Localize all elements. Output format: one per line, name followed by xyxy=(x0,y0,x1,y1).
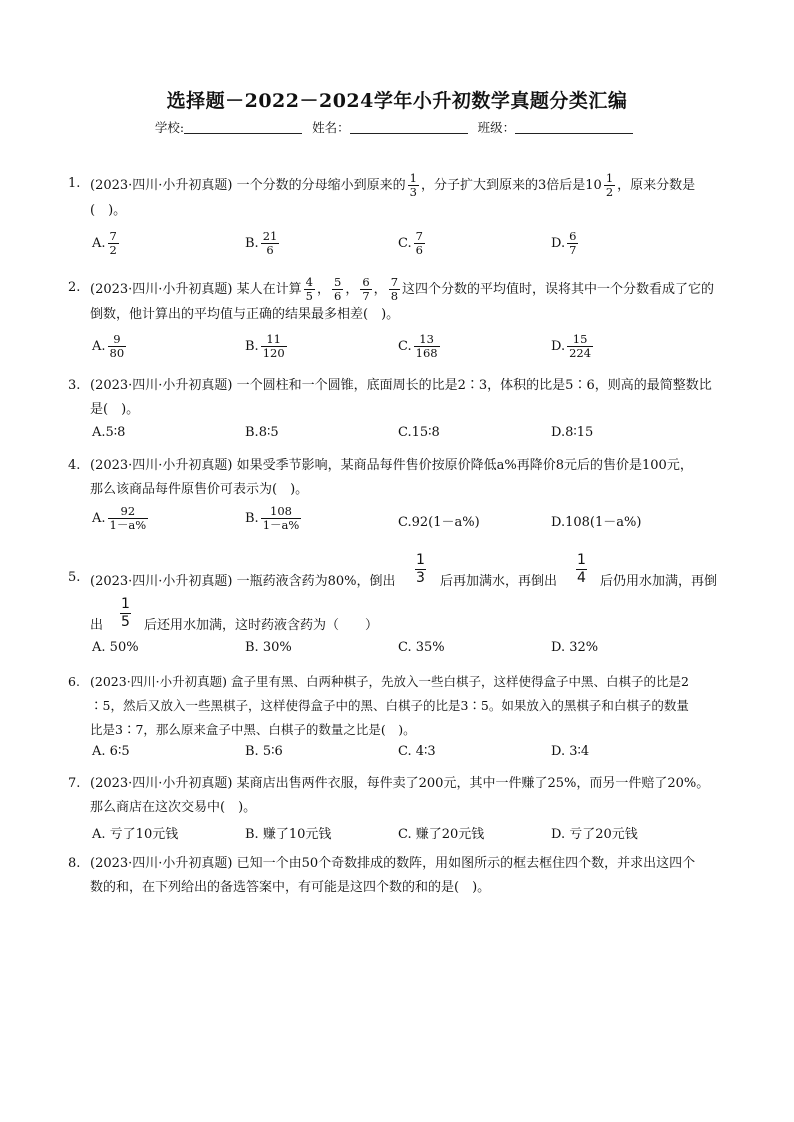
text-segment: 倒数，他计算出的平均值与正确的结果最多相差( )。 xyxy=(90,307,400,322)
fraction xyxy=(360,276,371,303)
text-segment: ，分子扩大到原来的3倍后是10 xyxy=(420,178,602,193)
options-row xyxy=(92,640,732,670)
denominator: 5 xyxy=(305,289,313,303)
numerator: 6 xyxy=(362,275,370,289)
question-text xyxy=(90,276,734,327)
option-text: 3∶4 xyxy=(569,744,590,759)
question-8 xyxy=(68,852,734,900)
separator: ， xyxy=(373,282,387,297)
question-text xyxy=(90,172,734,223)
option-d[interactable] xyxy=(551,640,598,655)
option-text: 35% xyxy=(415,640,445,655)
fraction xyxy=(415,552,426,587)
text-segment: ∶5，然后又放入一些黑棋子，这样使得盒子中的黑、白棋子的比是3∶5。如果放入的黑棋子和白棋子的数量 xyxy=(90,698,689,713)
numerator: 9 xyxy=(108,333,127,347)
denominator: 1－a% xyxy=(109,518,147,532)
text-segment: 已知一个由50个奇数排成的数阵，用如图所示的框去框住四个数，并求出这四个 xyxy=(236,856,696,871)
option-label: C. xyxy=(398,640,412,655)
numerator: 1 xyxy=(121,596,130,612)
option-d[interactable] xyxy=(551,333,595,360)
option-a[interactable] xyxy=(92,505,150,532)
option-label: C. xyxy=(398,827,412,842)
denominator: 224 xyxy=(569,346,592,360)
question-source: (2023·四川·小升初真题) xyxy=(90,282,233,297)
question-7 xyxy=(68,772,734,820)
fraction xyxy=(567,333,593,360)
option-label: D. xyxy=(551,640,566,655)
fraction xyxy=(108,230,119,257)
numerator: 7 xyxy=(415,229,423,243)
numerator: 92 xyxy=(108,505,149,519)
option-label: B. xyxy=(245,827,259,842)
question-number: 1. xyxy=(68,176,81,191)
denominator: 6 xyxy=(334,289,342,303)
question-2 xyxy=(68,276,734,327)
option-c[interactable] xyxy=(398,640,445,655)
denominator: 3 xyxy=(409,185,417,199)
fraction xyxy=(261,333,287,360)
text-segment: 这四个分数的平均值时，误将其中一个分数看成了它的 xyxy=(402,282,715,297)
option-c[interactable] xyxy=(398,744,436,759)
text-segment: 盒子里有黑、白两种棋子，先放入一些白棋子，这样使得盒子中黑、白棋子的比是2 xyxy=(231,674,689,689)
option-c[interactable] xyxy=(398,823,484,842)
fraction xyxy=(108,505,149,532)
option-b[interactable] xyxy=(245,640,292,655)
option-b[interactable] xyxy=(245,230,281,257)
option-label: D. xyxy=(551,425,566,440)
fraction xyxy=(408,172,419,199)
option-c[interactable] xyxy=(398,425,440,440)
option-b[interactable] xyxy=(245,333,289,360)
fraction xyxy=(389,276,400,303)
question-number: 7. xyxy=(68,776,81,791)
fraction xyxy=(261,230,280,257)
separator: ， xyxy=(345,282,359,297)
option-text: 50% xyxy=(109,640,139,655)
option-label: C. xyxy=(398,425,412,440)
page-title: 选择题－2022－2024学年小升初数学真题分类汇编 xyxy=(166,90,628,112)
fraction xyxy=(576,552,587,587)
option-a[interactable] xyxy=(92,823,178,842)
denominator: 7 xyxy=(362,289,370,303)
question-4 xyxy=(68,454,734,502)
text-segment: 后仍用水加满，再倒 xyxy=(600,574,718,589)
option-label: C. xyxy=(398,339,412,354)
text-segment: 出 xyxy=(90,618,104,633)
school-blank[interactable] xyxy=(184,121,302,134)
student-info-line xyxy=(0,118,794,136)
numerator: 1 xyxy=(409,171,417,185)
numerator: 4 xyxy=(305,275,313,289)
school-label: 学校: xyxy=(154,120,185,135)
option-label: C. xyxy=(398,515,412,530)
option-text: 赚了20元钱 xyxy=(415,827,485,842)
denominator: 4 xyxy=(577,570,586,586)
denominator: 2 xyxy=(109,243,117,257)
text-segment: ，原来分数是 xyxy=(617,178,696,193)
option-a[interactable] xyxy=(92,640,139,655)
text-segment: ( )。 xyxy=(90,203,127,218)
question-text xyxy=(90,374,734,422)
option-text: 4∶3 xyxy=(415,744,436,759)
text-segment: 数的和，在下列给出的备选答案中，有可能是这四个数的和的是( )。 xyxy=(90,880,491,895)
option-text: 8∶5 xyxy=(258,425,279,440)
options-row xyxy=(92,823,732,853)
option-b[interactable] xyxy=(245,505,303,532)
fraction xyxy=(261,505,302,532)
question-source: (2023·四川·小升初真题) xyxy=(90,178,233,193)
text-segment: 比是3∶7，那么原来盒子中黑、白棋子的数量之比是( )。 xyxy=(90,722,416,737)
option-label: B. xyxy=(245,236,259,251)
text-segment: 某人在计算 xyxy=(236,282,302,297)
option-label: D. xyxy=(551,236,566,251)
option-label: D. xyxy=(551,744,566,759)
option-label: B. xyxy=(245,339,259,354)
option-label: A. xyxy=(92,744,106,759)
options-row xyxy=(92,333,732,363)
question-source: (2023·四川·小升初真题) xyxy=(90,574,233,589)
options-row xyxy=(92,505,732,535)
denominator: 7 xyxy=(569,243,577,257)
option-label: D. xyxy=(551,515,566,530)
name-label: 姓名： xyxy=(312,120,350,135)
fraction xyxy=(304,276,315,303)
fraction xyxy=(414,230,425,257)
option-label: C. xyxy=(398,236,412,251)
class-blank[interactable] xyxy=(515,121,633,134)
option-c[interactable] xyxy=(398,230,427,257)
options-row xyxy=(92,230,732,260)
option-text: 亏了20元钱 xyxy=(569,827,638,842)
question-source: (2023·四川·小升初真题) xyxy=(90,674,228,689)
option-label: D. xyxy=(551,339,566,354)
numerator: 7 xyxy=(390,275,399,289)
numerator: 11 xyxy=(261,333,287,347)
option-label: B. xyxy=(245,425,259,440)
fraction xyxy=(332,276,343,303)
option-text: 8∶15 xyxy=(565,425,594,440)
option-text: 30% xyxy=(262,640,292,655)
option-label: A. xyxy=(92,827,106,842)
numerator: 21 xyxy=(262,229,278,243)
option-text: 赚了10元钱 xyxy=(262,827,332,842)
question-text xyxy=(90,454,734,502)
text-segment: 后还用水加满，这时药液含药为（ ） xyxy=(144,618,379,633)
option-a[interactable] xyxy=(92,230,121,257)
class-label: 班级： xyxy=(477,120,516,135)
denominator: 3 xyxy=(416,570,425,586)
option-text: 6∶5 xyxy=(109,744,130,759)
denominator: 2 xyxy=(605,185,614,199)
text-segment: 后再加满水，再倒出 xyxy=(440,574,558,589)
option-a[interactable] xyxy=(92,333,128,360)
option-label: B. xyxy=(245,511,259,526)
question-source: (2023·四川·小升初真题) xyxy=(90,458,233,473)
question-number: 2. xyxy=(68,280,81,295)
question-source: (2023·四川·小升初真题) xyxy=(90,378,233,393)
numerator: 108 xyxy=(261,505,302,519)
text-segment: 一瓶药液含药为80%，倒出 xyxy=(236,574,396,589)
numerator: 5 xyxy=(334,275,342,289)
denominator: 80 xyxy=(109,346,125,360)
option-label: B. xyxy=(245,744,259,759)
option-d[interactable] xyxy=(551,823,638,842)
question-number: 3. xyxy=(68,378,81,393)
option-c[interactable] xyxy=(398,511,480,530)
question-number: 4. xyxy=(68,458,81,473)
option-label: C. xyxy=(398,744,412,759)
option-text: 92(1－a%) xyxy=(411,515,480,530)
denominator: 6 xyxy=(415,243,423,257)
option-d[interactable] xyxy=(551,230,580,257)
option-text: 5∶8 xyxy=(105,425,126,440)
numerator: 15 xyxy=(567,333,593,347)
numerator: 1 xyxy=(577,552,586,568)
denominator: 6 xyxy=(266,243,274,257)
fraction xyxy=(604,172,615,199)
option-label: B. xyxy=(245,640,259,655)
denominator: 1－a% xyxy=(262,518,300,532)
question-text xyxy=(90,852,734,900)
numerator: 1 xyxy=(605,171,614,185)
denominator: 168 xyxy=(415,346,438,360)
numerator: 6 xyxy=(569,229,577,243)
option-a[interactable] xyxy=(92,425,125,440)
option-label: A. xyxy=(92,339,106,354)
option-label: A. xyxy=(92,511,106,526)
question-1 xyxy=(68,172,734,223)
options-row xyxy=(92,744,732,774)
question-number: 6. xyxy=(68,674,80,689)
question-number: 8. xyxy=(68,856,81,871)
name-blank[interactable] xyxy=(350,121,468,134)
option-text: 108(1－a%) xyxy=(565,515,642,530)
option-a[interactable] xyxy=(92,744,130,759)
option-d[interactable] xyxy=(551,511,641,530)
option-text: 5∶6 xyxy=(262,744,283,759)
fraction xyxy=(120,596,131,631)
text-segment: 那么该商品每件原售价可表示为( )。 xyxy=(90,482,309,497)
question-3 xyxy=(68,374,734,422)
option-c[interactable] xyxy=(398,333,442,360)
question-6 xyxy=(68,670,734,742)
numerator: 7 xyxy=(109,229,117,243)
option-b[interactable] xyxy=(245,823,331,842)
option-label: A. xyxy=(92,640,106,655)
option-text: 亏了10元钱 xyxy=(109,827,179,842)
text-segment: 如果受季节影响，某商品每件售价按原价降低a%再降价8元后的售价是100元， xyxy=(236,458,693,473)
text-segment: 那么商店在这次交易中( )。 xyxy=(90,800,257,815)
question-line-1 xyxy=(90,570,396,589)
option-label: A. xyxy=(92,425,106,440)
options-row xyxy=(92,425,732,455)
question-number: 5. xyxy=(68,570,81,585)
option-text: 15∶8 xyxy=(411,425,440,440)
question-text xyxy=(90,772,734,820)
text-segment: 是( )。 xyxy=(90,402,140,417)
option-label: A. xyxy=(92,236,106,251)
denominator: 120 xyxy=(262,346,285,360)
text-segment: 一个分数的分母缩小到原来的 xyxy=(236,178,406,193)
option-b[interactable] xyxy=(245,425,279,440)
option-d[interactable] xyxy=(551,744,589,759)
option-b[interactable] xyxy=(245,744,283,759)
numerator: 1 xyxy=(416,552,425,568)
fraction xyxy=(567,230,578,257)
numerator: 13 xyxy=(414,333,440,347)
option-text: 32% xyxy=(569,640,599,655)
option-label: D. xyxy=(551,827,566,842)
denominator: 8 xyxy=(390,289,399,303)
separator: ， xyxy=(316,282,330,297)
question-text xyxy=(90,670,734,742)
fraction xyxy=(108,333,127,360)
question-source: (2023·四川·小升初真题) xyxy=(90,856,233,871)
text-segment: 一个圆柱和一个圆锥，底面周长的比是2∶3，体积的比是5∶6，则高的最简整数比 xyxy=(236,378,712,393)
option-d[interactable] xyxy=(551,425,593,440)
denominator: 5 xyxy=(121,614,130,630)
fraction xyxy=(414,333,440,360)
text-segment: 某商店出售两件衣服，每件卖了200元，其中一件赚了25%，而另一件赔了20%。 xyxy=(236,776,710,791)
question-source: (2023·四川·小升初真题) xyxy=(90,776,233,791)
